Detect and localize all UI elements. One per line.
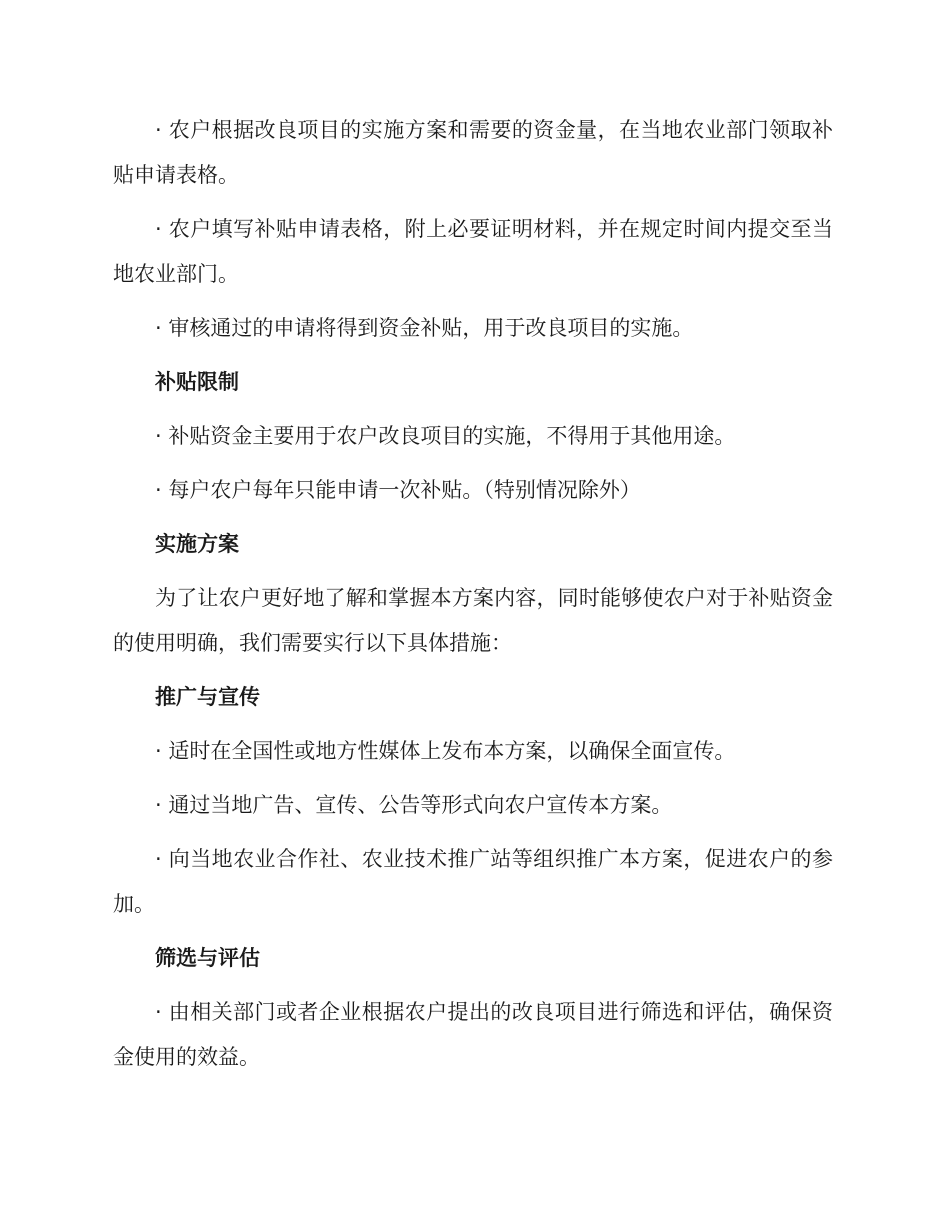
bullet-item-project-screening: · 由相关部门或者企业根据农户提出的改良项目进行筛选和评估，确保资金使用的效益。 (113, 1000, 833, 1069)
bullet-item-approval: · 审核通过的申请将得到资金补贴，用于改良项目的实施。 (155, 316, 694, 340)
section-heading-implementation: 实施方案 (155, 532, 239, 556)
section-heading-promotion: 推广与宣传 (155, 685, 260, 709)
bullet-item-media-publish: · 适时在全国性或地方性媒体上发布本方案，以确保全面宣传。 (155, 739, 736, 763)
section-heading-screening: 筛选与评估 (155, 946, 260, 970)
bullet-item-submit-form: · 农户填写补贴申请表格，附上必要证明材料，并在规定时间内提交至当地农业部门。 (113, 217, 833, 286)
document-page (113, 108, 833, 1080)
section-heading-subsidy-limits: 补贴限制 (155, 370, 239, 394)
bullet-item-fund-usage: · 补贴资金主要用于农户改良项目的实施，不得用于其他用途。 (155, 424, 736, 448)
bullet-item-local-ads: · 通过当地广告、宣传、公告等形式向农户宣传本方案。 (155, 793, 673, 817)
bullet-item-once-per-year: · 每户农户每年只能申请一次补贴。（特别情况除外） (155, 478, 641, 502)
bullet-item-apply-form: · 农户根据改良项目的实施方案和需要的资金量，在当地农业部门领取补贴申请表格。 (113, 118, 833, 187)
paragraph-implementation-intro: 为了让农户更好地了解和掌握本方案内容，同时能够使农户对于补贴资金的使用明确，我们需要实行以下具体措施： (113, 586, 833, 655)
bullet-item-cooperatives: · 向当地农业合作社、农业技术推广站等组织推广本方案，促进农户的参加。 (113, 847, 833, 916)
